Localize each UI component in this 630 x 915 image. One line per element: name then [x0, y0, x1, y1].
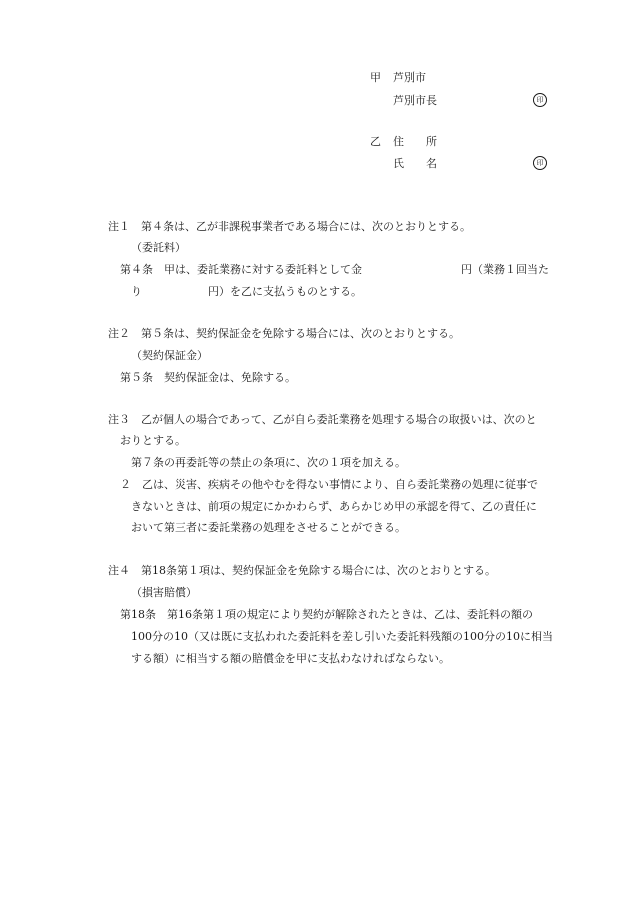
- note-2-head: 注２ 第５条は、契約保証金を免除する場合には、次のとおりとする。: [108, 327, 460, 340]
- note-1-line: り 円）を乙に支払うものとする。: [131, 285, 362, 298]
- party-a-org: 芦別市: [393, 71, 426, 84]
- party-a-seal: 印: [533, 93, 547, 107]
- note-3-head-continued: おりとする。: [120, 434, 186, 447]
- party-a-title: 芦別市長: [393, 94, 437, 107]
- party-a-mark: 甲: [370, 71, 381, 84]
- note-2-caption: （契約保証金）: [131, 349, 208, 362]
- note-3-head: 注３ 乙が個人の場合であって、乙が自ら委託業務を処理する場合の取扱いは、次のと: [108, 413, 537, 426]
- note-3-line: おいて第三者に委託業務の処理をさせることができる。: [131, 521, 406, 534]
- note-1-line: 第４条 甲は、委託業務に対する委託料として金 円（業務１回当た: [120, 263, 549, 276]
- note-4-line: 第18条 第16条第１項の規定により契約が解除されたときは、乙は、委託料の額の: [120, 608, 533, 621]
- note-3-line: きないときは、前項の規定にかかわらず、あらかじめ甲の承認を得て、乙の責任に: [131, 500, 537, 513]
- note-1-caption: （委託料）: [131, 241, 186, 254]
- note-1-head: 注１ 第４条は、乙が非課税事業者である場合には、次のとおりとする。: [108, 220, 471, 233]
- note-3-line: ２ 乙は、災害、疾病その他やむを得ない事情により、自ら委託業務の処理に従事で: [120, 478, 538, 491]
- party-b-seal: 印: [533, 156, 547, 170]
- party-b-name-label: 氏 名: [393, 157, 437, 170]
- party-b-mark: 乙: [370, 135, 381, 148]
- note-4-caption: （損害賠償）: [131, 586, 197, 599]
- note-2-line: 第５条 契約保証金は、免除する。: [120, 371, 296, 384]
- note-3-line: 第７条の再委託等の禁止の条項に、次の１項を加える。: [131, 456, 406, 469]
- note-4-head: 注４ 第18条第１項は、契約保証金を免除する場合には、次のとおりとする。: [108, 564, 496, 577]
- note-4-line: 100分の10（又は既に支払われた委託料を差し引いた委託料残額の100分の10に相当: [131, 630, 553, 643]
- party-b-address-label: 住 所: [393, 135, 437, 148]
- note-4-line: する額）に相当する額の賠償金を甲に支払わなければならない。: [131, 652, 450, 665]
